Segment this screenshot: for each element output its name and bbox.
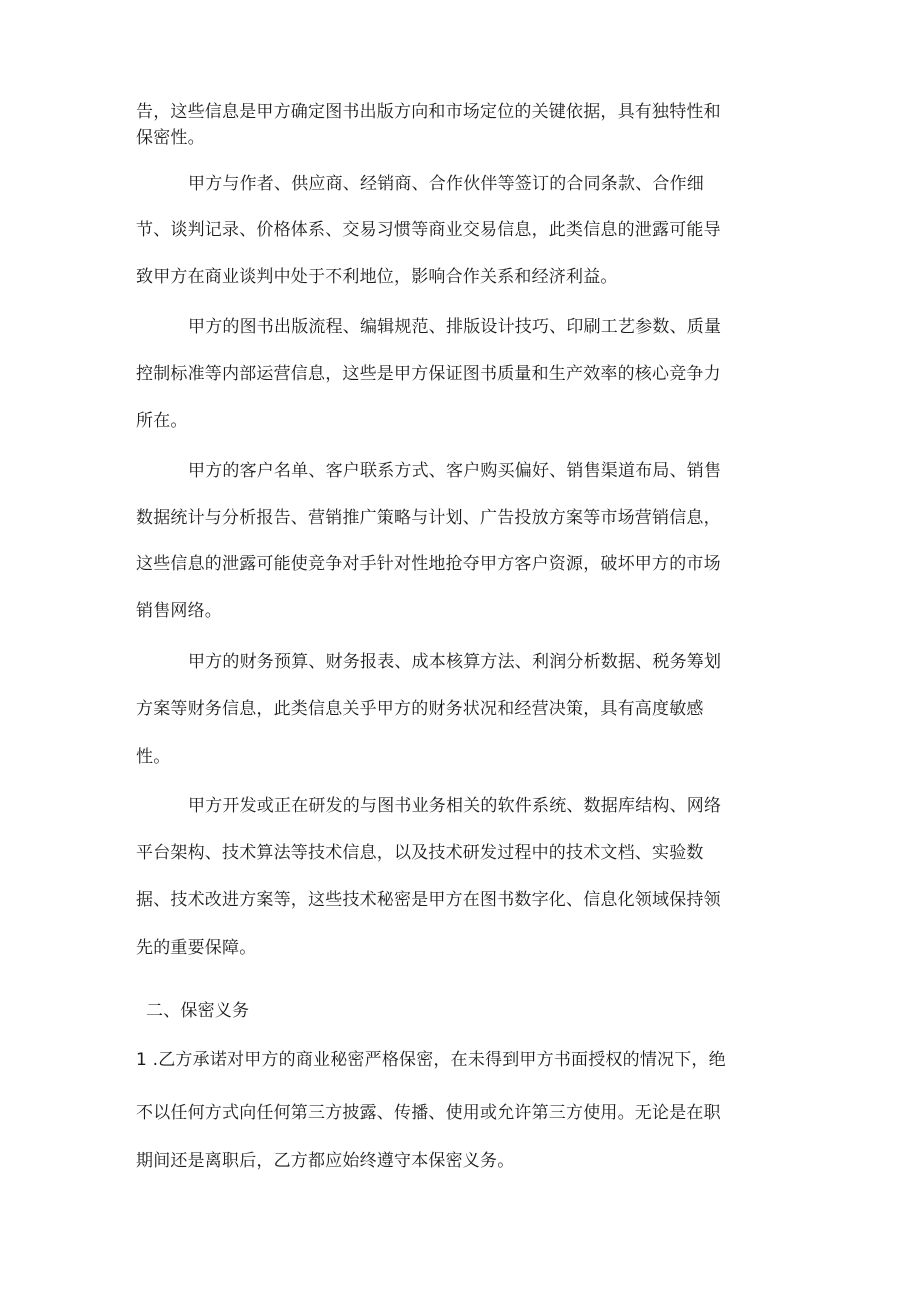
item1-line-3: 期间还是离职后，乙方都应始终遵守本保密义务。 (136, 1151, 515, 1171)
contracts-line-3: 致甲方在商业谈判中处于不利地位，影响合作关系和经济利益。 (136, 267, 618, 287)
finance-line-2: 方案等财务信息，此类信息关乎甲方的财务状况和经营决策，具有高度敏感 (136, 699, 704, 719)
finance-line-3: 性。 (136, 747, 171, 767)
item1-line-2: 不以任何方式向任何第三方披露、传播、使用或允许第三方使用。无论是在职 (136, 1103, 721, 1123)
marketing-line-4: 销售网络。 (136, 601, 222, 621)
tech-line-1: 甲方开发或正在研发的与图书业务相关的软件系统、数据库结构、网络 (188, 796, 722, 816)
item1-line-1: 1 .乙方承诺对甲方的商业秘密严格保密，在未得到甲方书面授权的情况下，绝 (136, 1050, 726, 1070)
operations-line-2: 控制标准等内部运营信息，这些是甲方保证图书质量和生产效率的核心竞争力 (136, 364, 721, 384)
contracts-line-1: 甲方与作者、供应商、经销商、合作伙伴等签订的合同条款、合作细 (188, 174, 704, 194)
tech-line-4: 先的重要保障。 (136, 938, 257, 958)
contracts-line-2: 节、谈判记录、价格体系、交易习惯等商业交易信息，此类信息的泄露可能导 (136, 220, 721, 240)
marketing-line-3: 这些信息的泄露可能使竞争对手针对性地抢夺甲方客户资源，破坏甲方的市场 (136, 554, 721, 574)
operations-line-3: 所在。 (136, 411, 188, 431)
finance-line-1: 甲方的财务预算、财务报表、成本核算方法、利润分析数据、税务筹划 (188, 652, 722, 672)
tech-line-2: 平台架构、技术算法等技术信息，以及技术研发过程中的技术文档、实验数 (136, 843, 704, 863)
marketing-line-1: 甲方的客户名单、客户联系方式、客户购买偏好、销售渠道布局、销售 (188, 461, 722, 481)
tech-line-3: 据、技术改进方案等，这些技术秘密是甲方在图书数字化、信息化领域保持领 (136, 890, 721, 910)
intro-line-1: 告，这些信息是甲方确定图书出版方向和市场定位的关键依据，具有独特性和 (136, 102, 721, 122)
intro-line-2: 保密性。 (136, 128, 205, 148)
marketing-line-2: 数据统计与分析报告、营销推广策略与计划、广告投放方案等市场营销信息， (136, 508, 721, 528)
operations-line-1: 甲方的图书出版流程、编辑规范、排版设计技巧、印刷工艺参数、质量 (188, 317, 722, 337)
section-heading: 二、保密义务 (146, 1001, 250, 1021)
